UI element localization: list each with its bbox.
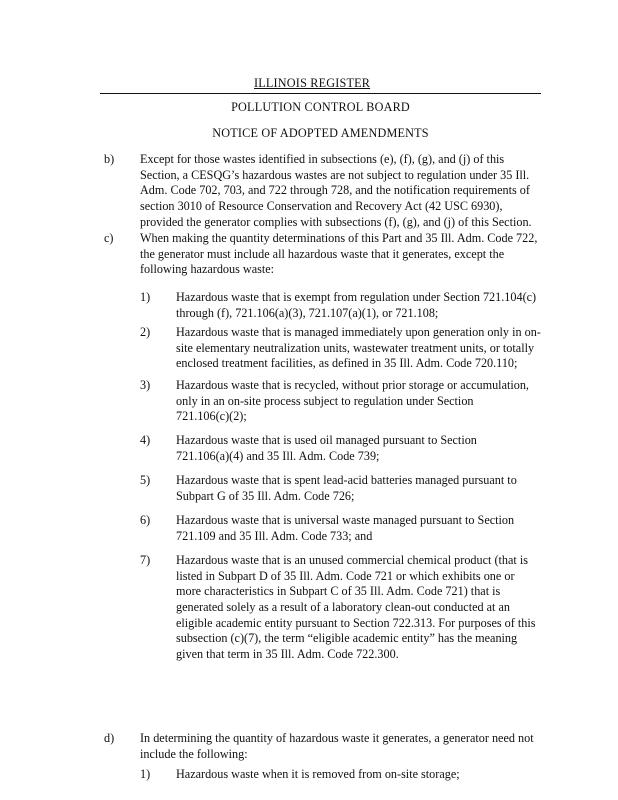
paragraph-text bbox=[176, 325, 541, 372]
text-line: enclosed treatment facilities, as defined in 35 Ill. Adm. Code 720.110; bbox=[176, 356, 518, 371]
text-line: eligible academic entity pursuant to Section 722.313. For purposes of this bbox=[176, 615, 536, 630]
text-line: Hazardous waste that is recycled, without prior storage or accumulation, bbox=[176, 378, 529, 392]
paragraph-text bbox=[140, 731, 534, 762]
paragraph-text bbox=[176, 473, 517, 504]
text-line: Subpart G of 35 Ill. Adm. Code 726; bbox=[176, 488, 355, 503]
text-line: Hazardous waste that is used oil managed pursuant to Section bbox=[176, 433, 477, 447]
register-title: ILLINOIS REGISTER bbox=[254, 76, 371, 90]
text-line: more characteristics in Subpart C of 35 Ill. Adm. Code 721) that is bbox=[176, 584, 501, 599]
text-line: given that term in 35 Ill. Adm. Code 722.300. bbox=[176, 647, 399, 662]
text-line: Hazardous waste that is managed immediately upon generation only in on- bbox=[176, 325, 541, 339]
text-line: listed in Subpart D of 35 Ill. Adm. Code 721 or which exhibits one or bbox=[176, 568, 515, 583]
paragraph-text bbox=[140, 231, 537, 278]
paragraph-label: 1) bbox=[140, 767, 151, 781]
text-line: section 3010 of Resource Conservation and Recovery Act (42 USC 6930), bbox=[140, 199, 503, 214]
paragraph-label: c) bbox=[104, 231, 114, 245]
paragraph-text bbox=[176, 290, 536, 321]
text-line: site elementary neutralization units, wastewater treatment units, or totally bbox=[176, 340, 535, 355]
text-line: following hazardous waste: bbox=[140, 262, 275, 277]
text-line: Hazardous waste that is an unused commercial chemical product (that is bbox=[176, 553, 528, 567]
text-line: generated solely as a result of a laboratory clean-out conducted at an bbox=[176, 600, 510, 615]
paragraph-label: b) bbox=[104, 152, 115, 166]
text-line: the generator must include all hazardous waste that it generates, except the bbox=[140, 246, 505, 261]
text-line: only in an on-site process subject to regulation under Section bbox=[176, 393, 474, 408]
paragraph-text bbox=[176, 553, 535, 663]
text-line: provided the generator complies with subsections (f), (g), and (j) of this Section. bbox=[140, 214, 532, 229]
text-line: include the following: bbox=[140, 746, 248, 761]
paragraph-text bbox=[176, 513, 514, 544]
text-line: Adm. Code 702, 703, and 722 through 728, and the notification requirements of bbox=[140, 183, 530, 198]
text-line: In determining the quantity of hazardous waste it generates, a generator need not bbox=[140, 731, 534, 745]
paragraph-label: d) bbox=[104, 731, 115, 745]
paragraph-text bbox=[140, 152, 532, 230]
text-line: Except for those wastes identified in subsections (e), (f), (g), and (j) of this bbox=[140, 152, 505, 166]
text-line: 721.106(c)(2); bbox=[176, 409, 247, 424]
text-line: When making the quantity determinations of this Part and 35 Ill. Adm. Code 722, bbox=[140, 231, 538, 245]
text-line: Section, a CESQG’s hazardous wastes are not subject to regulation under 35 Ill. bbox=[140, 167, 530, 182]
register-header-rule bbox=[100, 78, 541, 94]
text-line: Hazardous waste that is spent lead-acid batteries managed pursuant to bbox=[176, 473, 517, 487]
text-line: Hazardous waste that is universal waste managed pursuant to Section bbox=[176, 513, 515, 527]
paragraph-label: 4) bbox=[140, 433, 151, 447]
text-line: 721.106(a)(4) and 35 Ill. Adm. Code 739; bbox=[176, 448, 380, 463]
paragraph-label: 2) bbox=[140, 325, 151, 339]
paragraph-label: 7) bbox=[140, 553, 151, 567]
text-line: 721.109 and 35 Ill. Adm. Code 733; and bbox=[176, 528, 373, 543]
paragraph-label: 6) bbox=[140, 513, 151, 527]
paragraph-text bbox=[176, 378, 529, 425]
paragraph-label: 5) bbox=[140, 473, 151, 487]
text-line: subsection (c)(7), the term “eligible academic entity” has the meaning bbox=[176, 631, 518, 646]
board-title: POLLUTION CONTROL BOARD bbox=[231, 100, 410, 114]
text-line: through (f), 721.106(a)(3), 721.107(a)(1), or 721.108; bbox=[176, 305, 439, 320]
paragraph-text bbox=[176, 767, 460, 783]
paragraph-label: 1) bbox=[140, 290, 151, 304]
paragraph-text bbox=[176, 433, 477, 464]
text-line: Hazardous waste that is exempt from regulation under Section 721.104(c) bbox=[176, 290, 537, 304]
notice-title: NOTICE OF ADOPTED AMENDMENTS bbox=[212, 126, 429, 140]
text-line: Hazardous waste when it is removed from on-site storage; bbox=[176, 767, 460, 781]
paragraph-label: 3) bbox=[140, 378, 151, 392]
